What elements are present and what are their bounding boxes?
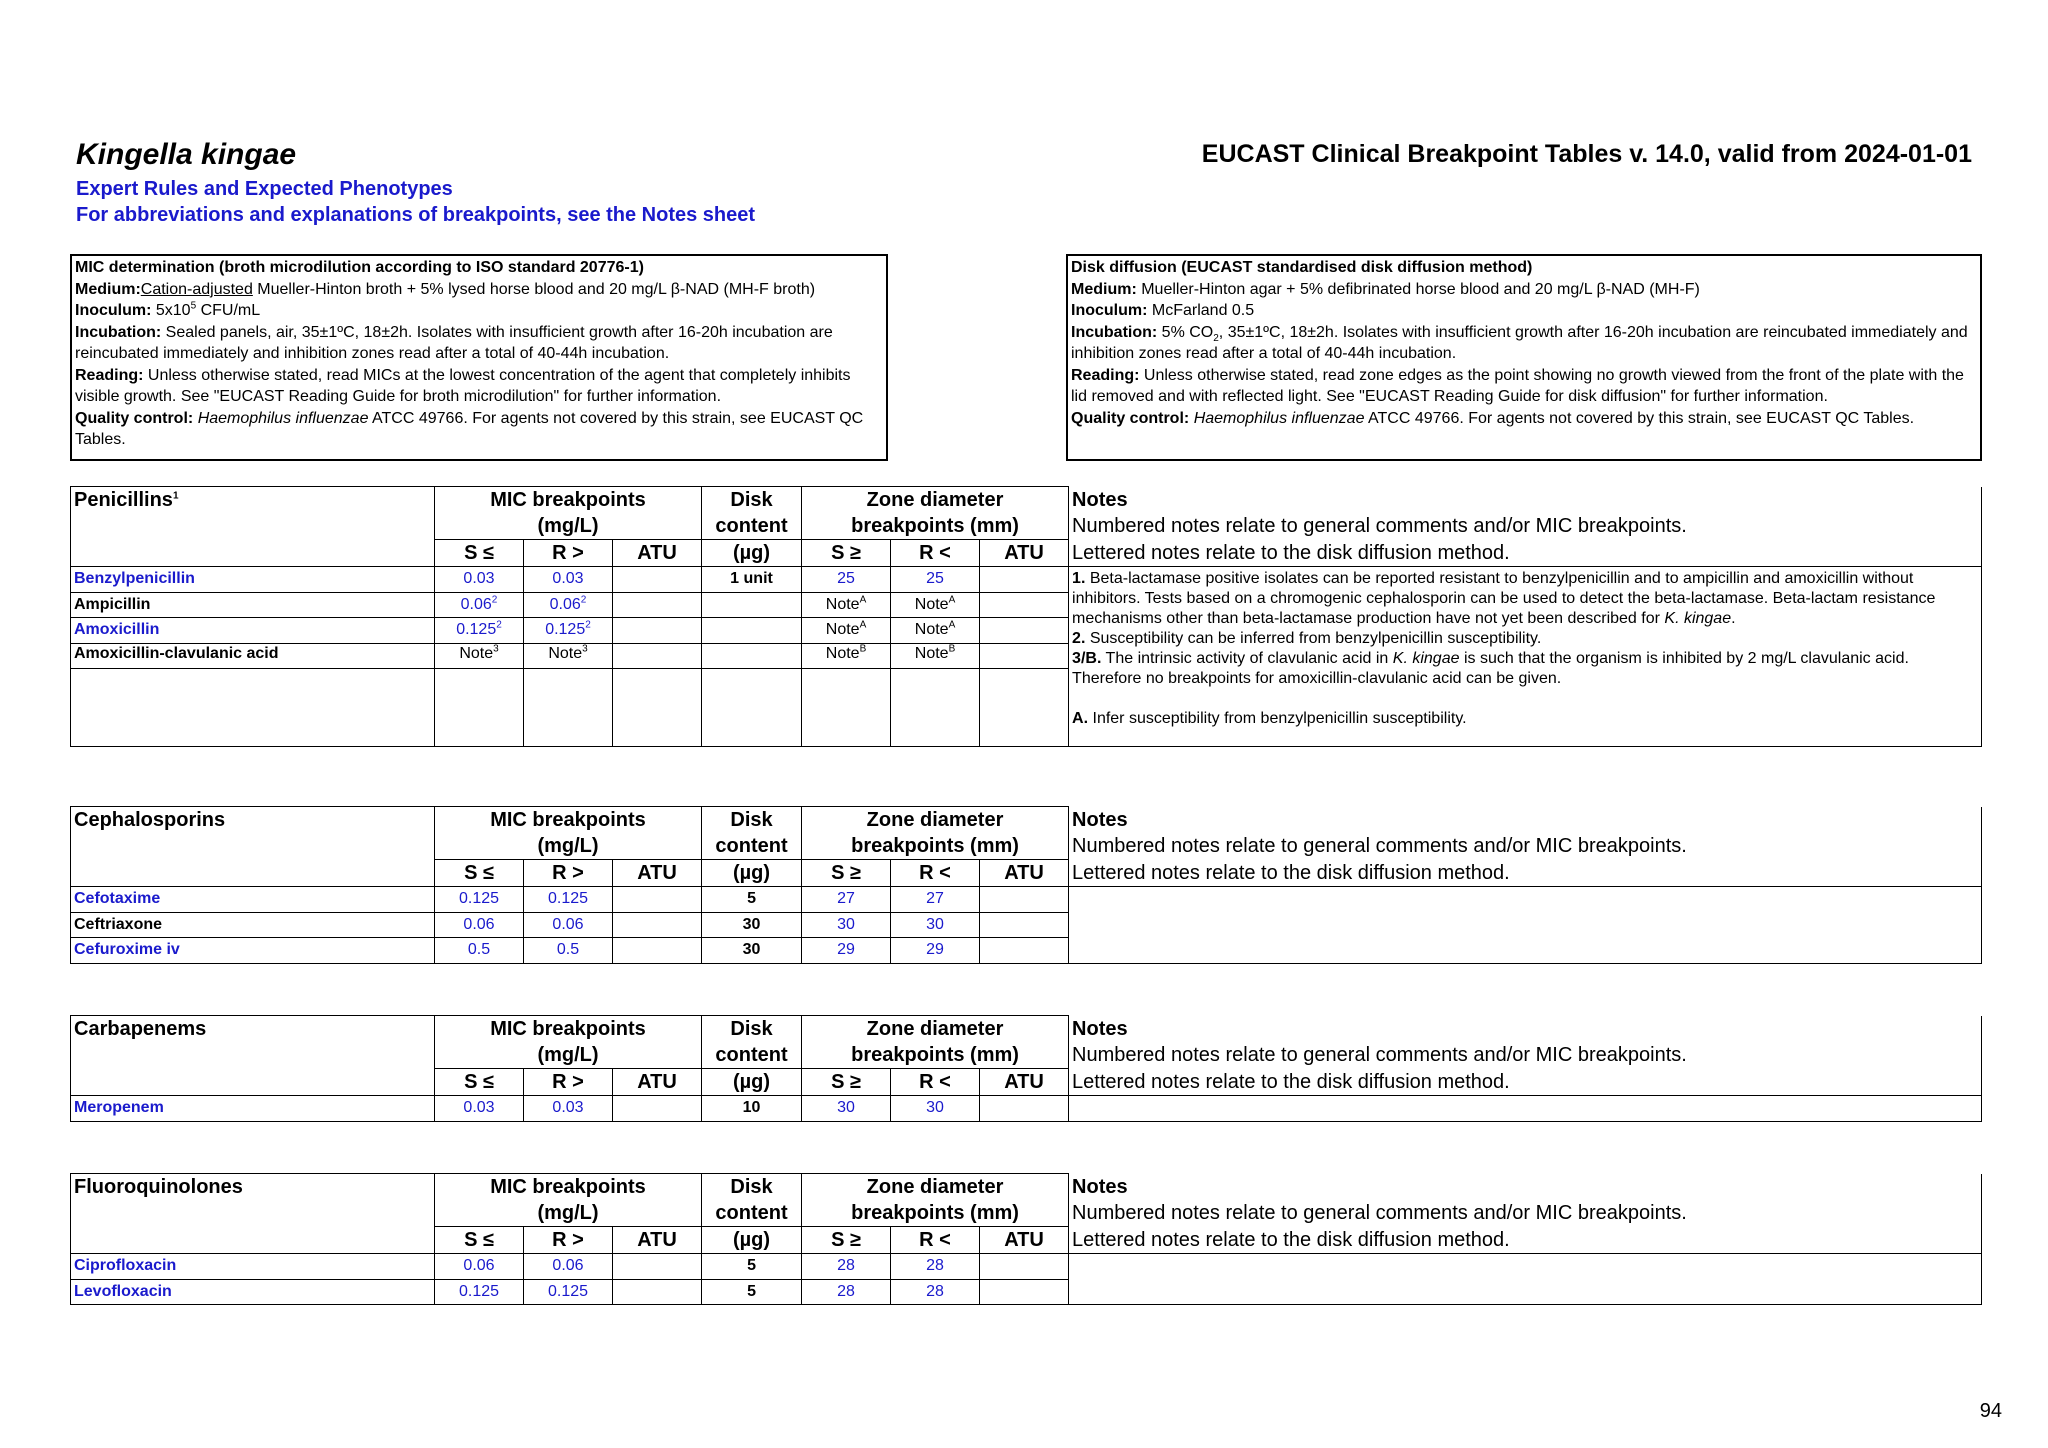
mic-r: 0.125 <box>524 1279 613 1305</box>
mic-atu <box>613 1096 702 1122</box>
zone-s: 30 <box>802 912 891 938</box>
zone-diameter-header: Zone diameter <box>802 487 1069 514</box>
s-le-header: S ≤ <box>435 540 524 567</box>
zone-atu <box>980 618 1069 644</box>
r-lt-header: R < <box>891 860 980 887</box>
mic-r: 0.06$^2$ <box>524 592 613 618</box>
notes-numbered: Numbered notes relate to general comments and/or MIC breakpoints. <box>1069 833 1982 860</box>
mic-r: 0.06 <box>524 1254 613 1280</box>
mic-atu <box>613 567 702 593</box>
organism-title: Kingella kingae <box>76 138 297 171</box>
s-ge-header: S ≥ <box>802 540 891 567</box>
disk-content-header: Disk <box>702 807 802 834</box>
notes-lettered: Lettered notes relate to the disk diffusion method. <box>1069 1069 1982 1096</box>
mic-r: 0.5 <box>524 938 613 964</box>
agent-name[interactable]: Benzylpenicillin <box>71 567 435 593</box>
spacer-cell <box>613 669 702 747</box>
version-title: EUCAST Clinical Breakpoint Tables v. 14.0, valid from 2024-01-01 <box>1201 140 1972 168</box>
disk-content: 10 <box>702 1096 802 1122</box>
disk-quality-control: Quality control: Haemophilus influenzae ATCC 49766. For agents not covered by this strain, see EUCAST QC Tables. <box>1071 409 1915 427</box>
mic-s: 0.06 <box>435 912 524 938</box>
disk-content-header: Disk <box>702 1016 802 1043</box>
mic-r: Note$^3$ <box>524 643 613 669</box>
agent-name[interactable]: Levofloxacin <box>71 1279 435 1305</box>
mic-atu <box>613 887 702 913</box>
disk-content-header: Disk <box>702 1174 802 1201</box>
s-le-header: S ≤ <box>435 1069 524 1096</box>
mic-s: 0.03 <box>435 567 524 593</box>
mic-r: 0.06 <box>524 912 613 938</box>
mic-r: 0.125$^2$ <box>524 618 613 644</box>
mic-breakpoints-header: MIC breakpoints <box>435 1016 702 1043</box>
disk-reading: Reading: Unless otherwise stated, read zone edges as the point showing no growth viewed from the front of the plate with the lid removed and with reflected light. See "EUCAST Reading Guide for disk diffusion" for further information. <box>1071 366 1964 405</box>
disk-content <box>702 643 802 669</box>
agent-name[interactable]: Meropenem <box>71 1096 435 1122</box>
group-title: Fluoroquinolones <box>71 1174 435 1254</box>
disk-content: 30 <box>702 938 802 964</box>
disk-content-label: content <box>702 1042 802 1069</box>
mic-r: 0.03 <box>524 567 613 593</box>
disk-units: (µg) <box>702 540 802 567</box>
zone-r: 28 <box>891 1254 980 1280</box>
zone-diameter-header: Zone diameter <box>802 1174 1069 1201</box>
zone-r: 30 <box>891 912 980 938</box>
agent-name[interactable]: Ciprofloxacin <box>71 1254 435 1280</box>
spacer-cell <box>435 669 524 747</box>
agent-name[interactable]: Amoxicillin <box>71 618 435 644</box>
zone-s: 28 <box>802 1279 891 1305</box>
zone-r: Note$^B$ <box>891 643 980 669</box>
zone-diameter-header: Zone diameter <box>802 1016 1069 1043</box>
mic-units: (mg/L) <box>435 833 702 860</box>
disk-content: 5 <box>702 1279 802 1305</box>
r-lt-header: R < <box>891 1069 980 1096</box>
fluoroquinolones-notes <box>1069 1254 1982 1305</box>
spacer-cell <box>71 669 435 747</box>
zone-units: breakpoints (mm) <box>802 1200 1069 1227</box>
spacer-cell <box>524 669 613 747</box>
zone-r: 25 <box>891 567 980 593</box>
disk-content-label: content <box>702 1200 802 1227</box>
spacer-cell <box>802 669 891 747</box>
notes-header: Notes <box>1069 487 1982 514</box>
r-lt-header: R < <box>891 540 980 567</box>
page-number: 94 <box>1979 1400 2002 1422</box>
atu-header: ATU <box>980 860 1069 887</box>
disk-diffusion-box <box>1066 254 1982 461</box>
expert-rules-link[interactable]: Expert Rules and Expected Phenotypes <box>76 178 453 200</box>
zone-s: 25 <box>802 567 891 593</box>
mic-medium: Medium:Cation-adjusted Mueller-Hinton broth + 5% lysed horse blood and 20 mg/L β-NAD (MH-F broth) <box>75 280 816 298</box>
s-le-header: S ≤ <box>435 860 524 887</box>
mic-atu <box>613 1254 702 1280</box>
r-gt-header: R > <box>524 1227 613 1254</box>
disk-box-title: Disk diffusion (EUCAST standardised disk diffusion method) <box>1071 259 1533 276</box>
mic-quality-control: Quality control: Haemophilus influenzae ATCC 49766. For agents not covered by this strain, see EUCAST QC Tables. <box>75 409 864 448</box>
spacer-cell <box>702 669 802 747</box>
zone-units: breakpoints (mm) <box>802 513 1069 540</box>
s-le-header: S ≤ <box>435 1227 524 1254</box>
mic-breakpoints-header: MIC breakpoints <box>435 807 702 834</box>
mic-s: Note$^3$ <box>435 643 524 669</box>
mic-s: 0.125 <box>435 887 524 913</box>
zone-r: 30 <box>891 1096 980 1122</box>
disk-content-header: Disk <box>702 487 802 514</box>
zone-s: 28 <box>802 1254 891 1280</box>
disk-content <box>702 618 802 644</box>
mic-units: (mg/L) <box>435 1200 702 1227</box>
notes-numbered: Numbered notes relate to general comments and/or MIC breakpoints. <box>1069 1042 1982 1069</box>
mic-r: 0.03 <box>524 1096 613 1122</box>
disk-units: (µg) <box>702 1069 802 1096</box>
mic-s: 0.06 <box>435 1254 524 1280</box>
zone-atu <box>980 1096 1069 1122</box>
mic-box-title: MIC determination (broth microdilution according to ISO standard 20776-1) <box>75 259 644 276</box>
zone-s: 29 <box>802 938 891 964</box>
mic-s: 0.03 <box>435 1096 524 1122</box>
agent-name[interactable]: Ampicillin <box>71 592 435 618</box>
fluoroquinolones-table <box>70 1173 1982 1305</box>
zone-atu <box>980 938 1069 964</box>
mic-atu <box>613 912 702 938</box>
atu-header: ATU <box>980 1227 1069 1254</box>
disk-incubation: Incubation: 5% $CO_2$, 35±1ºC, 18±2h. Isolates with insufficient growth after 16-20h incubation are reincubated immediately and inhibition zones read after a total of 40-44h incubation. <box>1071 323 1968 362</box>
atu-header: ATU <box>980 540 1069 567</box>
agent-name[interactable]: Cefotaxime <box>71 887 435 913</box>
atu-header: ATU <box>613 1227 702 1254</box>
mic-inoculum: Inoculum: $5x10^5$ CFU/mL <box>75 300 261 319</box>
zone-s: Note$^A$ <box>802 618 891 644</box>
zone-units: breakpoints (mm) <box>802 833 1069 860</box>
zone-s: Note$^B$ <box>802 643 891 669</box>
disk-content: 5 <box>702 1254 802 1280</box>
zone-s: 27 <box>802 887 891 913</box>
r-gt-header: R > <box>524 860 613 887</box>
mic-breakpoints-header: MIC breakpoints <box>435 487 702 514</box>
r-lt-header: R < <box>891 1227 980 1254</box>
s-ge-header: S ≥ <box>802 1227 891 1254</box>
zone-r: Note$^A$ <box>891 592 980 618</box>
disk-inoculum: Inoculum: McFarland 0.5 <box>1071 302 1255 319</box>
notes-lettered: Lettered notes relate to the disk diffusion method. <box>1069 860 1982 887</box>
disk-content <box>702 592 802 618</box>
disk-content-label: content <box>702 833 802 860</box>
penicillins-table <box>70 486 1982 747</box>
zone-r: Note$^A$ <box>891 618 980 644</box>
zone-atu <box>980 1279 1069 1305</box>
zone-atu <box>980 567 1069 593</box>
s-ge-header: S ≥ <box>802 860 891 887</box>
spacer-cell <box>891 669 980 747</box>
mic-incubation: Incubation: Sealed panels, air, 35±1ºC, 18±2h. Isolates with insufficient growth after 16-20h incubation are reincubated immediately and inhibition zones read after a total of 40-44h incubation. <box>75 323 833 362</box>
zone-atu <box>980 887 1069 913</box>
mic-atu <box>613 1279 702 1305</box>
penicillins-notes: 1. Beta-lactamase positive isolates can be reported resistant to benzylpenicillin and to ampicillin and amoxicillin without inhibitors. Tests based on a chromogenic cephalosporin can be used to detect the beta-lactamase. Beta-lactam resistance mechanisms other than beta-lactamase production have not yet been described for K. kingae. 2. Susceptibility can be inferred from benzylpenicillin susceptibility. 3/B. The intrinsic activity of clavulanic acid in K. kingae is such that the organism is inhibited by 2 mg/L clavulanic acid. Therefore no breakpoints for amoxicillin-clavulanic acid can be given. A. Infer susceptibility from benzylpenicillin susceptibility. <box>1069 567 1982 747</box>
zone-atu <box>980 643 1069 669</box>
group-title: Carbapenems <box>71 1016 435 1096</box>
zone-diameter-header: Zone diameter <box>802 807 1069 834</box>
mic-determination-box <box>70 254 888 461</box>
mic-s: 0.06$^2$ <box>435 592 524 618</box>
mic-atu <box>613 643 702 669</box>
disk-content: 1 unit <box>702 567 802 593</box>
mic-units: (mg/L) <box>435 1042 702 1069</box>
mic-s: 0.125$^2$ <box>435 618 524 644</box>
agent-name[interactable]: Amoxicillin-clavulanic acid <box>71 643 435 669</box>
disk-units: (µg) <box>702 1227 802 1254</box>
zone-r: 27 <box>891 887 980 913</box>
notes-header: Notes <box>1069 1016 1982 1043</box>
notes-sheet-link[interactable]: For abbreviations and explanations of breakpoints, see the Notes sheet <box>76 204 756 226</box>
agent-name[interactable]: Ceftriaxone <box>71 912 435 938</box>
notes-numbered: Numbered notes relate to general comments and/or MIC breakpoints. <box>1069 513 1982 540</box>
mic-atu <box>613 592 702 618</box>
disk-content-label: content <box>702 513 802 540</box>
zone-r: 28 <box>891 1279 980 1305</box>
zone-atu <box>980 1254 1069 1280</box>
notes-header: Notes <box>1069 807 1982 834</box>
disk-units: (µg) <box>702 860 802 887</box>
mic-breakpoints-header: MIC breakpoints <box>435 1174 702 1201</box>
zone-atu <box>980 912 1069 938</box>
cephalosporins-table <box>70 806 1982 964</box>
mic-s: 0.5 <box>435 938 524 964</box>
mic-atu <box>613 618 702 644</box>
atu-header: ATU <box>613 1069 702 1096</box>
cephalosporins-notes <box>1069 887 1982 964</box>
carbapenems-notes <box>1069 1096 1982 1122</box>
agent-name[interactable]: Cefuroxime iv <box>71 938 435 964</box>
disk-content: 5 <box>702 887 802 913</box>
atu-header: ATU <box>613 540 702 567</box>
atu-header: ATU <box>980 1069 1069 1096</box>
mic-r: 0.125 <box>524 887 613 913</box>
notes-lettered: Lettered notes relate to the disk diffusion method. <box>1069 1227 1982 1254</box>
zone-atu <box>980 592 1069 618</box>
disk-content: 30 <box>702 912 802 938</box>
zone-s: Note$^A$ <box>802 592 891 618</box>
carbapenems-table <box>70 1015 1982 1122</box>
notes-numbered: Numbered notes relate to general comments and/or MIC breakpoints. <box>1069 1200 1982 1227</box>
s-ge-header: S ≥ <box>802 1069 891 1096</box>
mic-atu <box>613 938 702 964</box>
mic-units: (mg/L) <box>435 513 702 540</box>
group-title: Penicillins$^1$ <box>71 487 435 567</box>
atu-header: ATU <box>613 860 702 887</box>
r-gt-header: R > <box>524 1069 613 1096</box>
mic-s: 0.125 <box>435 1279 524 1305</box>
notes-header: Notes <box>1069 1174 1982 1201</box>
group-title: Cephalosporins <box>71 807 435 887</box>
disk-medium: Medium: Mueller-Hinton agar + 5% defibrinated horse blood and 20 mg/L β-NAD (MH-F) <box>1071 280 1700 298</box>
r-gt-header: R > <box>524 540 613 567</box>
spacer-cell <box>980 669 1069 747</box>
mic-reading: Reading: Unless otherwise stated, read MICs at the lowest concentration of the agent that completely inhibits visible growth. See "EUCAST Reading Guide for broth microdilution" for further information. <box>75 366 851 405</box>
zone-r: 29 <box>891 938 980 964</box>
zone-units: breakpoints (mm) <box>802 1042 1069 1069</box>
zone-s: 30 <box>802 1096 891 1122</box>
notes-lettered: Lettered notes relate to the disk diffusion method. <box>1069 540 1982 567</box>
